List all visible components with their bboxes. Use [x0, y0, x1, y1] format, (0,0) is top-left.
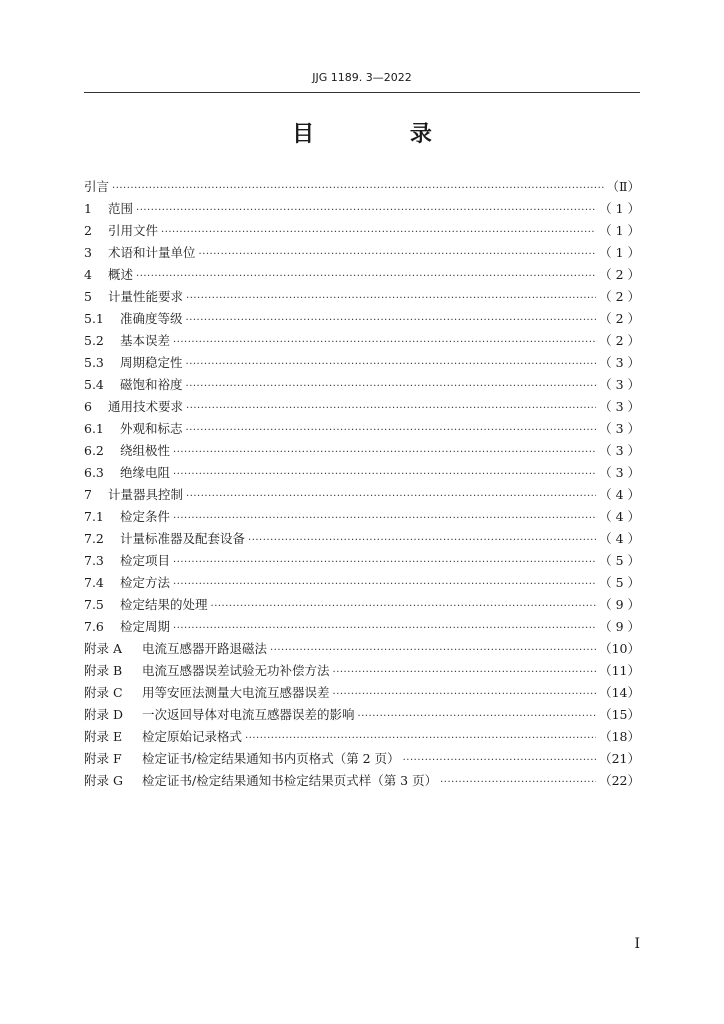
standard-number: JJG 1189. 3—2022 — [312, 71, 412, 84]
toc-entry-page: （ 2 ） — [599, 267, 640, 282]
toc-entry-label: 计量标准器及配套设备 — [120, 531, 246, 546]
dot-leader — [248, 530, 596, 552]
toc-entry-label: 概述 — [108, 267, 134, 282]
toc-entry-label: 电流互感器开路退磁法 — [142, 641, 268, 656]
toc-entry-label: 绝缘电阻 — [120, 465, 171, 480]
toc-entry[interactable] — [84, 682, 640, 704]
toc-entry-page: （22） — [599, 773, 640, 788]
toc-entry-number: 3 — [84, 245, 92, 260]
toc-entry-number: 6.3 — [84, 465, 104, 480]
toc-entry[interactable] — [84, 638, 640, 660]
toc-entry-label: 一次返回导体对电流互感器误差的影响 — [142, 707, 355, 722]
dot-leader — [186, 310, 597, 332]
dot-leader — [186, 288, 596, 310]
toc-entry-label: 通用技术要求 — [108, 399, 184, 414]
toc-entry[interactable] — [84, 550, 640, 572]
dot-leader — [403, 750, 596, 772]
toc-entry-page: （14） — [599, 685, 640, 700]
toc-entry-page: （ 9 ） — [599, 597, 640, 612]
running-header — [84, 68, 640, 93]
toc-entry-page: （Ⅱ） — [606, 179, 640, 194]
toc-entry-page: （ 4 ） — [599, 487, 640, 502]
toc-entry[interactable] — [84, 726, 640, 748]
dot-leader — [270, 640, 596, 662]
toc-entry[interactable] — [84, 748, 640, 770]
dot-leader — [173, 574, 596, 596]
toc-entry-number: 7.4 — [84, 575, 104, 590]
toc-entry-page: （ 2 ） — [599, 333, 640, 348]
toc-entry-page: （ 3 ） — [599, 443, 640, 458]
toc-entry-number: 附录 D — [84, 707, 123, 722]
toc-entry[interactable] — [84, 572, 640, 594]
dot-leader — [173, 442, 596, 464]
toc-entry[interactable] — [84, 374, 640, 396]
page-title: 目 录 — [292, 122, 476, 147]
toc-entry-page: （ 1 ） — [599, 201, 640, 216]
toc-entry-label: 范围 — [108, 201, 134, 216]
toc-entry-page: （ 5 ） — [599, 575, 640, 590]
toc-entry-label: 检定证书/检定结果通知书内页格式（第 2 页） — [142, 751, 400, 766]
toc-entry-label: 准确度等级 — [120, 311, 183, 326]
toc-entry-label: 检定结果的处理 — [120, 597, 208, 612]
dot-leader — [211, 596, 597, 618]
toc-entry-number: 6 — [84, 399, 92, 414]
dot-leader — [173, 464, 596, 486]
toc-entry-page: （ 2 ） — [599, 289, 640, 304]
dot-leader — [136, 266, 596, 288]
toc-entry-number: 7.5 — [84, 597, 104, 612]
toc-entry-number: 6.1 — [84, 421, 104, 436]
toc-entry-page: （ 3 ） — [599, 377, 640, 392]
toc-entry[interactable] — [84, 308, 640, 330]
toc-entry[interactable] — [84, 440, 640, 462]
toc-entry-page: （18） — [599, 729, 640, 744]
toc-entry-number: 7.6 — [84, 619, 104, 634]
toc-entry-page: （ 3 ） — [599, 355, 640, 370]
toc-entry-number: 附录 E — [84, 729, 123, 744]
dot-leader — [173, 332, 596, 354]
toc-entry-label: 检定原始记录格式 — [142, 729, 243, 744]
toc-entry-number: 1 — [84, 201, 92, 216]
toc-entry-page: （ 1 ） — [599, 245, 640, 260]
toc-entry-label: 绕组极性 — [120, 443, 171, 458]
toc-entry[interactable] — [84, 770, 640, 792]
toc-entry-label: 检定方法 — [120, 575, 171, 590]
toc-entry-label: 电流互感器误差试验无功补偿方法 — [142, 663, 330, 678]
toc-entry[interactable] — [84, 528, 640, 550]
toc-entry-number: 5.3 — [84, 355, 104, 370]
toc-entry-number: 7.1 — [84, 509, 104, 524]
dot-leader — [161, 222, 596, 244]
toc-entry-number: 4 — [84, 267, 92, 282]
toc-entry-number: 7 — [84, 487, 92, 502]
dot-leader — [136, 200, 596, 222]
dot-leader — [440, 772, 596, 794]
page-number: I — [634, 936, 640, 952]
toc-entry[interactable] — [84, 484, 640, 506]
toc-entry-label: 检定周期 — [120, 619, 171, 634]
toc-entry[interactable] — [84, 264, 640, 286]
toc-entry[interactable] — [84, 418, 640, 440]
toc-entry[interactable] — [84, 198, 640, 220]
toc-entry-page: （ 4 ） — [599, 509, 640, 524]
toc-entry[interactable] — [84, 506, 640, 528]
toc-entry[interactable] — [84, 220, 640, 242]
toc-entry-number: 附录 C — [84, 685, 123, 700]
toc-entry-label: 计量性能要求 — [108, 289, 184, 304]
toc-entry-label: 磁饱和裕度 — [120, 377, 183, 392]
toc-entry-page: （ 4 ） — [599, 531, 640, 546]
toc-entry[interactable] — [84, 330, 640, 352]
toc-entry-number: 5.2 — [84, 333, 104, 348]
dot-leader — [173, 618, 596, 640]
toc-entry[interactable] — [84, 286, 640, 308]
toc-entry-number: 7.2 — [84, 531, 104, 546]
toc-entry-number: 5.1 — [84, 311, 104, 326]
dot-leader — [173, 508, 596, 530]
dot-leader — [186, 376, 597, 398]
toc-entry-page: （ 1 ） — [599, 223, 640, 238]
toc-entry[interactable] — [84, 462, 640, 484]
toc-entry-label: 用等安匝法测量大电流互感器误差 — [142, 685, 330, 700]
toc-entry-number: 5.4 — [84, 377, 104, 392]
toc-entry-number: 7.3 — [84, 553, 104, 568]
toc-entry-page: （ 3 ） — [599, 421, 640, 436]
toc-entry-page: （21） — [599, 751, 640, 766]
toc-entry-page: （10） — [599, 641, 640, 656]
dot-leader — [186, 398, 596, 420]
toc-entry-number: 附录 B — [84, 663, 123, 678]
toc-entry[interactable] — [84, 352, 640, 374]
toc-entry-number: 附录 F — [84, 751, 122, 766]
toc-entry-label: 基本误差 — [120, 333, 171, 348]
toc-entry-number: 6.2 — [84, 443, 104, 458]
toc-entry-page: （ 3 ） — [599, 465, 640, 480]
toc-entry-label: 检定证书/检定结果通知书检定结果页式样（第 3 页） — [142, 773, 438, 788]
toc-entry[interactable] — [84, 594, 640, 616]
toc-entry-page: （ 3 ） — [599, 399, 640, 414]
toc-entry-label: 计量器具控制 — [108, 487, 184, 502]
toc-entry-page: （ 5 ） — [599, 553, 640, 568]
toc-entry-page: （15） — [599, 707, 640, 722]
dot-leader — [186, 354, 597, 376]
table-of-contents — [84, 176, 640, 792]
dot-leader — [358, 706, 597, 728]
toc-entry[interactable] — [84, 704, 640, 726]
toc-entry-label: 外观和标志 — [120, 421, 183, 436]
toc-entry-number: 附录 G — [84, 773, 123, 788]
toc-entry[interactable] — [84, 242, 640, 264]
toc-entry-label: 检定条件 — [120, 509, 171, 524]
toc-entry-page: （ 9 ） — [599, 619, 640, 634]
toc-entry-number: 5 — [84, 289, 92, 304]
toc-entry-label: 引用文件 — [108, 223, 159, 238]
toc-entry-page: （ 2 ） — [599, 311, 640, 326]
toc-entry-number: 附录 A — [84, 641, 123, 656]
dot-leader — [186, 486, 596, 508]
dot-leader — [245, 728, 596, 750]
dot-leader — [186, 420, 597, 442]
toc-entry-label: 术语和计量单位 — [108, 245, 196, 260]
toc-entry-number: 2 — [84, 223, 92, 238]
toc-entry[interactable] — [84, 176, 640, 198]
toc-entry[interactable] — [84, 660, 640, 682]
toc-entry[interactable] — [84, 616, 640, 638]
dot-leader — [333, 684, 597, 706]
toc-entry-page: （11） — [599, 663, 640, 678]
dot-leader — [112, 178, 603, 200]
toc-entry-label: 周期稳定性 — [120, 355, 183, 370]
dot-leader — [173, 552, 596, 574]
toc-entry-label: 检定项目 — [120, 553, 171, 568]
toc-entry[interactable] — [84, 396, 640, 418]
dot-leader — [333, 662, 597, 684]
dot-leader — [199, 244, 597, 266]
toc-entry-label: 引言 — [84, 179, 110, 194]
